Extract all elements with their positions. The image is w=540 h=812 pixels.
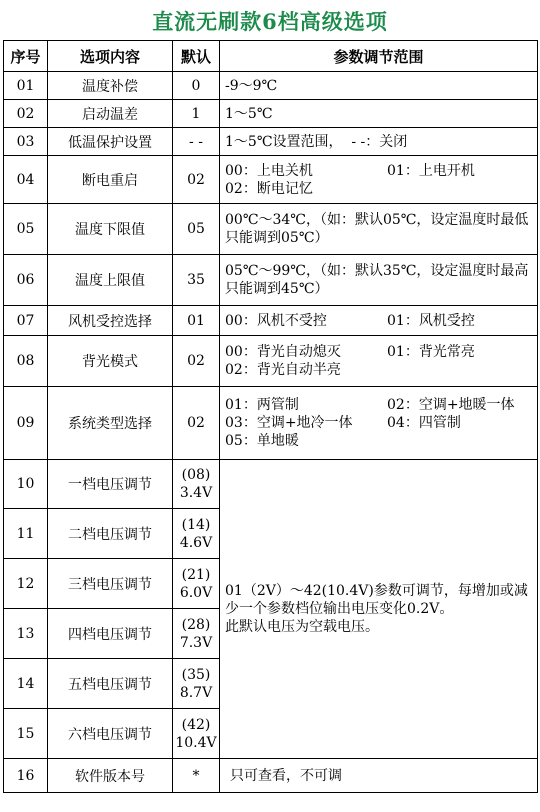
option-text: 00：上电关机 xyxy=(225,162,313,179)
row-default: - - xyxy=(173,128,220,156)
voltage-note: 此默认电压为空载电压。 xyxy=(225,619,379,635)
row-default: 02 xyxy=(173,156,220,204)
row-item: 低温保护设置 xyxy=(48,128,173,156)
row-no: 06 xyxy=(4,255,48,306)
table-row xyxy=(4,387,538,460)
option-text: 02：断电记忆 xyxy=(225,180,313,197)
row-item: 三档电压调节 xyxy=(48,559,173,609)
row-no: 14 xyxy=(4,659,48,709)
default-code: (28) xyxy=(181,616,211,633)
row-default: 01 xyxy=(173,306,220,336)
row-range: 1～5℃设置范围， - -：关闭 xyxy=(220,128,538,156)
default-voltage: 6.0V xyxy=(179,584,213,601)
option-text: 01：风机受控 xyxy=(387,312,475,329)
row-no: 08 xyxy=(4,336,48,387)
row-item: 一档电压调节 xyxy=(48,460,173,509)
row-range xyxy=(220,336,538,387)
option-text: 05：单地暖 xyxy=(225,433,299,449)
row-no: 05 xyxy=(4,204,48,255)
row-default xyxy=(173,460,220,509)
row-range: 1～5℃ xyxy=(220,100,538,128)
header-item: 选项内容 xyxy=(48,41,173,72)
row-no: 03 xyxy=(4,128,48,156)
row-no: 13 xyxy=(4,609,48,659)
row-no: 15 xyxy=(4,709,48,759)
row-no: 16 xyxy=(4,759,48,793)
header-default: 默认 xyxy=(173,41,220,72)
row-no: 10 xyxy=(4,460,48,509)
row-item: 启动温差 xyxy=(48,100,173,128)
option-text: 00：背光自动熄灭 xyxy=(225,344,341,360)
default-voltage: 8.7V xyxy=(179,684,213,701)
option-line xyxy=(225,343,537,361)
row-default: 1 xyxy=(173,100,220,128)
voltage-note-cell xyxy=(220,460,538,759)
row-item: 软件版本号 xyxy=(48,759,173,793)
table-row xyxy=(4,255,538,306)
table-row xyxy=(4,759,538,793)
default-voltage: 3.4V xyxy=(179,485,213,501)
option-text: 00：风机不受控 xyxy=(225,312,327,329)
row-item: 温度下限值 xyxy=(48,204,173,255)
row-default: 02 xyxy=(173,387,220,460)
default-voltage: 7.3V xyxy=(179,634,213,651)
options-sheet xyxy=(3,3,537,793)
row-item: 系统类型选择 xyxy=(48,387,173,460)
row-no: 04 xyxy=(4,156,48,204)
row-range: 05℃～99℃，（如：默认35℃，设定温度时最高只能调到45℃） xyxy=(220,255,538,306)
option-text: 02：空调+地暖一体 xyxy=(387,397,515,413)
row-range xyxy=(220,387,538,460)
row-default: * xyxy=(173,759,220,793)
row-item: 风机受控选择 xyxy=(48,306,173,336)
row-default xyxy=(173,509,220,559)
row-no: 07 xyxy=(4,306,48,336)
row-range: 00℃～34℃，（如：默认05℃，设定温度时最低只能调到05℃） xyxy=(220,204,538,255)
row-range: 只可查看，不可调 xyxy=(220,759,538,793)
voltage-note: 01（2V）～42(10.4V)参数可调节，每增加或减少一个参数档位输出电压变化0.2V。 xyxy=(225,583,528,617)
default-voltage: 4.6V xyxy=(179,534,213,551)
default-voltage: 10.4V xyxy=(175,734,217,751)
options-table xyxy=(3,40,538,793)
row-no: 01 xyxy=(4,72,48,100)
row-no: 11 xyxy=(4,509,48,559)
row-item: 二档电压调节 xyxy=(48,509,173,559)
header-row xyxy=(4,41,538,72)
table-row xyxy=(4,306,538,336)
row-item: 温度补偿 xyxy=(48,72,173,100)
row-no: 02 xyxy=(4,100,48,128)
option-line xyxy=(225,396,537,414)
table-row xyxy=(4,100,538,128)
option-text: 01：背光常亮 xyxy=(387,344,475,360)
row-default xyxy=(173,659,220,709)
option-text: 04：四管制 xyxy=(387,415,461,431)
row-item: 六档电压调节 xyxy=(48,709,173,759)
default-code: (14) xyxy=(181,516,211,533)
row-range xyxy=(220,306,538,336)
row-default: 05 xyxy=(173,204,220,255)
default-code: (42) xyxy=(181,716,211,733)
option-line xyxy=(225,162,537,180)
default-code: (21) xyxy=(181,566,211,583)
row-default xyxy=(173,609,220,659)
table-row xyxy=(4,72,538,100)
row-range xyxy=(220,156,538,204)
table-row xyxy=(4,336,538,387)
table-row xyxy=(4,156,538,204)
option-text: 01：两管制 xyxy=(225,397,299,413)
row-default: 0 xyxy=(173,72,220,100)
row-item: 温度上限值 xyxy=(48,255,173,306)
default-code: (35) xyxy=(181,666,211,683)
option-line xyxy=(225,414,537,432)
table-row xyxy=(4,128,538,156)
option-line xyxy=(225,312,537,330)
row-default: 35 xyxy=(173,255,220,306)
row-no: 09 xyxy=(4,387,48,460)
row-item: 背光模式 xyxy=(48,336,173,387)
sheet-title: 直流无刷款6档高级选项 xyxy=(152,9,388,34)
row-item: 五档电压调节 xyxy=(48,659,173,709)
row-item: 四档电压调节 xyxy=(48,609,173,659)
header-no: 序号 xyxy=(4,41,48,72)
row-range: -9～9℃ xyxy=(220,72,538,100)
option-text: 02：背光自动半亮 xyxy=(225,362,341,378)
default-code: (08) xyxy=(181,467,211,483)
row-default xyxy=(173,709,220,759)
row-item: 断电重启 xyxy=(48,156,173,204)
table-row xyxy=(4,204,538,255)
option-text: 03：空调+地冷一体 xyxy=(225,415,353,431)
header-range: 参数调节范围 xyxy=(220,41,538,72)
option-text: 01：上电开机 xyxy=(387,162,475,179)
table-row xyxy=(4,460,538,509)
row-default xyxy=(173,559,220,609)
row-default: 02 xyxy=(173,336,220,387)
row-no: 12 xyxy=(4,559,48,609)
